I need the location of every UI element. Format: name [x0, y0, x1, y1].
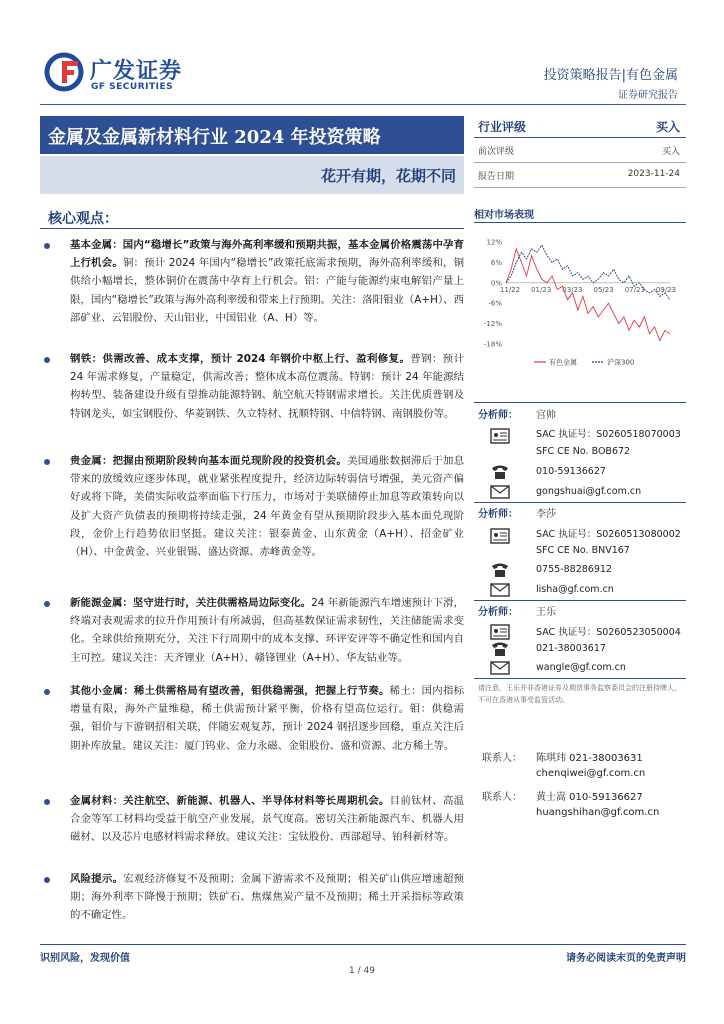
legend-label-nonferrous: 有色金属: [549, 358, 577, 367]
bullet-lead: 其他小金属：稀土供需格局有望改善，钼供稳需强，把握上行节奏。: [70, 685, 390, 697]
bullet-text: 宏观经济修复不及预期；金属下游需求不及预期；相关矿山供应增速超预期；海外利率下降慢于预期；铁矿石、焦煤焦炭产量不及预期；稀土开采指标等政策的不确定性。: [70, 873, 464, 922]
report-subtype: 证券研究报告: [618, 90, 678, 101]
contact-name-phone: 陈琪玮 021-38003631: [536, 753, 643, 764]
x-tick-label: 01/23: [531, 285, 552, 294]
bullet-lead: 基本金属：国内“稳增长”政策与海外高利率缓和预期共振，基本金属价格震荡中孕育上行机会。: [70, 239, 464, 270]
analyst-name: 王乐: [536, 607, 556, 618]
report-date-label: 报告日期: [478, 172, 515, 182]
rating-value: 买入: [655, 120, 680, 134]
bullet-lead: 贵金属：把握由预期阶段转向基本面兑现阶段的投资机会。: [70, 455, 348, 467]
phone-icon: [490, 562, 510, 578]
analyst-label: 分析师：: [478, 410, 518, 421]
footer-slogan: 识别风险，发现价值: [40, 953, 130, 964]
analyst-label: 分析师：: [478, 607, 518, 618]
page-number: 1 / 49: [349, 966, 375, 976]
bullet-precious-metals: [44, 452, 464, 561]
analyst-divider: [474, 678, 686, 679]
bullet-lead: 金属材料：关注航空、新能源、机器人、半导体材料等长周期机会。: [70, 795, 390, 807]
brand-en: GF SECURITIES: [91, 82, 174, 92]
analyst-email[interactable]: wangle@gf.com.cn: [536, 662, 626, 673]
bullet-dot-icon: [44, 877, 50, 883]
x-tick-label: 07/23: [624, 285, 645, 294]
bullet-dot-icon: [44, 357, 50, 363]
email-icon: [490, 582, 510, 598]
email-icon: [490, 660, 510, 676]
bullet-new-energy-metals: [44, 594, 464, 667]
previous-rating-value: 买入: [661, 147, 680, 157]
x-tick-label: 09/23: [655, 285, 677, 294]
email-icon: [490, 484, 510, 500]
core-views-heading: 核心观点：: [48, 211, 118, 227]
header-divider: [40, 104, 686, 105]
relative-performance-chart: [474, 232, 686, 372]
rating-label: 行业评级: [478, 120, 527, 134]
license-disclaimer: 请注意，王乐并非香港证券及期货事务监察委员会的注册持牌人，不可在香港从事受监管活动。: [478, 684, 681, 704]
y-tick-label: -6%: [488, 299, 502, 308]
analyst-sac-cert: SAC 执证号：S0260523050004: [536, 627, 681, 638]
chart-svg: [474, 232, 686, 372]
contact-label: 联系人：: [482, 753, 522, 764]
phone-icon: [490, 464, 510, 480]
footer-divider: [40, 944, 686, 945]
analyst-phone[interactable]: 010-59136627: [536, 466, 606, 477]
phone-icon: [490, 641, 510, 657]
rating-panel: [474, 116, 686, 188]
bullet-risk-warning: [44, 870, 464, 925]
bullet-text: 目前钛材、高温合金等军工材料均受益于航空产业发展，景气度高。密切关注新能源汽车、机器人用磁材、以及芯片电感材料需求释放。建议关注：宝钛股份、西部超导、铂科新材等。: [70, 795, 464, 844]
analyst-phone[interactable]: 0755-88286912: [536, 564, 612, 575]
logo-mark-icon: [44, 52, 84, 92]
analyst-sac-cert: SAC 执证号：S0260513080002: [536, 529, 681, 540]
x-tick-label: 03/23: [562, 285, 583, 294]
bullet-lead: 新能源金属：坚守进行时，关注供需格局边际变化。: [70, 597, 312, 609]
y-tick-label: 12%: [486, 238, 502, 247]
rating-header: [474, 116, 686, 138]
bullet-minor-metals: [44, 682, 464, 755]
analyst-divider: [474, 600, 686, 601]
id-card-icon: [490, 528, 510, 544]
legend-label-csi300: 沪深300: [607, 358, 635, 367]
bullet-dot-icon: [44, 689, 50, 695]
contact-label: 联系人：: [482, 792, 522, 803]
contact-email[interactable]: huangshihan@gf.com.cn: [536, 807, 660, 818]
report-date-value: 2023-11-24: [627, 169, 680, 179]
analyst-email[interactable]: gongshuai@gf.com.cn: [536, 486, 642, 497]
subtitle-banner: [40, 156, 464, 194]
x-tick-label: 11/22: [499, 285, 521, 294]
previous-rating-label: 前次评级: [478, 147, 515, 157]
bullet-lead: 风险提示。: [70, 873, 124, 885]
bullet-dot-icon: [44, 243, 50, 249]
analyst-name: 李莎: [536, 509, 556, 520]
bullet-text: 美国通胀数据滞后于加息带来的放缓效应逐步体现，就业紧张程度提升，经济边际转弱信号增强，美元资产偏好或将下降，美债实际收益率面临下行压力，市场对于美联储停止加息等政策转向以及扩大资产负债表的预期将持续走强，24 年黄金有望从预期阶段步入基本面兑现阶段，金价上行趋势依旧坚挺。建议关注：银泰黄金、山东黄金（A+H）、招金矿业（H）、中金黄金、兴业银锡、盛达资源、赤峰黄金等。: [70, 455, 465, 559]
analyst-name: 宫帅: [536, 410, 556, 421]
report-date-row: [474, 163, 686, 187]
series-line-nonferrous: [506, 249, 670, 341]
bullet-lead: 钢铁：供需改善、成本支撑，预计 2024 年钢价中枢上行、盈利修复。: [70, 353, 411, 365]
y-tick-label: 6%: [490, 258, 502, 267]
bullet-text: 24 年新能源汽车增速预计下滑，终端对表观需求的拉升作用预计有所减弱，但高基数保证需求韧性，关注储能需求变化。全球供给预期充分，关注下行周期中的成本支撑、环评安评等不确定性和国内自主可控。建议关注：天齐锂业（A+H）、赣锋锂业（A+H）、华友钴业等。: [70, 597, 465, 664]
analyst-phone[interactable]: 021-38003617: [536, 643, 606, 654]
id-card-icon: [490, 428, 510, 444]
contact-name-phone: 黄士嵩 010-59136627: [536, 792, 643, 803]
bullet-dot-icon: [44, 799, 50, 805]
bullet-dot-icon: [44, 601, 50, 607]
analyst-sac-cert: SAC 执证号：S0260518070003: [536, 429, 681, 440]
previous-rating-row: [474, 138, 686, 162]
bullet-metal-materials: [44, 792, 464, 847]
x-tick-label: 05/23: [593, 285, 614, 294]
analyst-divider: [474, 502, 686, 503]
report-title: 金属及金属新材料行业 2024 年投资策略: [48, 127, 381, 148]
bullet-text: 普钢：预计 24 年需求修复，产量稳定，供需改善；整体成本高位震荡。特钢：预计 24 年能源结构转型、装备建设升级有望推动能源特钢、航空航天特钢需求增长。关注优质普钢及特钢龙头，如宝钢股份、华菱钢铁、久立特材、抚顺特钢、中信特钢、南钢股份等。: [70, 353, 465, 420]
rating-divider: [474, 187, 686, 188]
footer-disclaimer-note: 请务必阅读末页的免责声明: [566, 953, 686, 964]
bullet-base-metals: [44, 236, 464, 327]
y-tick-label: -18%: [483, 340, 502, 349]
company-logo: [44, 52, 194, 100]
chart-divider: [474, 222, 686, 223]
analyst-sfc-cert: SFC CE No. BNV167: [536, 545, 630, 556]
title-banner: [40, 116, 464, 154]
bullet-dot-icon: [44, 459, 50, 465]
analyst-sfc-cert: SFC CE No. BOB672: [536, 446, 631, 457]
analyst-email[interactable]: lisha@gf.com.cn: [536, 584, 614, 595]
report-type: 投资策略报告|有色金属: [543, 68, 678, 83]
report-subtitle: 花开有期，花期不同: [320, 167, 456, 185]
analyst-divider: [474, 402, 686, 403]
analyst-label: 分析师：: [478, 509, 518, 520]
bullet-text: 铜：预计 2024 年国内“稳增长”政策托底需求预期，海外高利率缓和，铜供给小幅增长，整体铜价在震荡中孕育上行机会。铝：产能与能源约束电解铝产量上限，国内“稳增长”政策与海外高利率缓和带来上行预期。关注：洛阳钼业（A+H）、西部矿业、云铝股份、天山铝业，中国铝业（A、H）等。: [70, 257, 465, 324]
core-views-divider: [40, 228, 464, 229]
brand-cn: 广发证券: [90, 59, 183, 84]
chart-title: 相对市场表现: [474, 210, 534, 221]
y-tick-label: -12%: [483, 320, 502, 329]
bullet-text: 稀土：国内指标增量有限，海外产量维稳，稀土供需预计紧平衡，价格有望高位运行。钼：供稳需强，钼价与下游钢招相关联，伴随宏观复苏，预计 2024 钢招逐步回稳，重点关注后期补库放量。建议关注：厦门钨业、金力永磁、金钼股份、盛和资源、北方稀土等。: [70, 685, 464, 752]
bullet-steel: [44, 350, 464, 423]
contact-email[interactable]: chenqiwei@gf.com.cn: [536, 768, 646, 779]
id-card-icon: [490, 624, 510, 640]
y-tick-label: 0%: [490, 279, 502, 288]
